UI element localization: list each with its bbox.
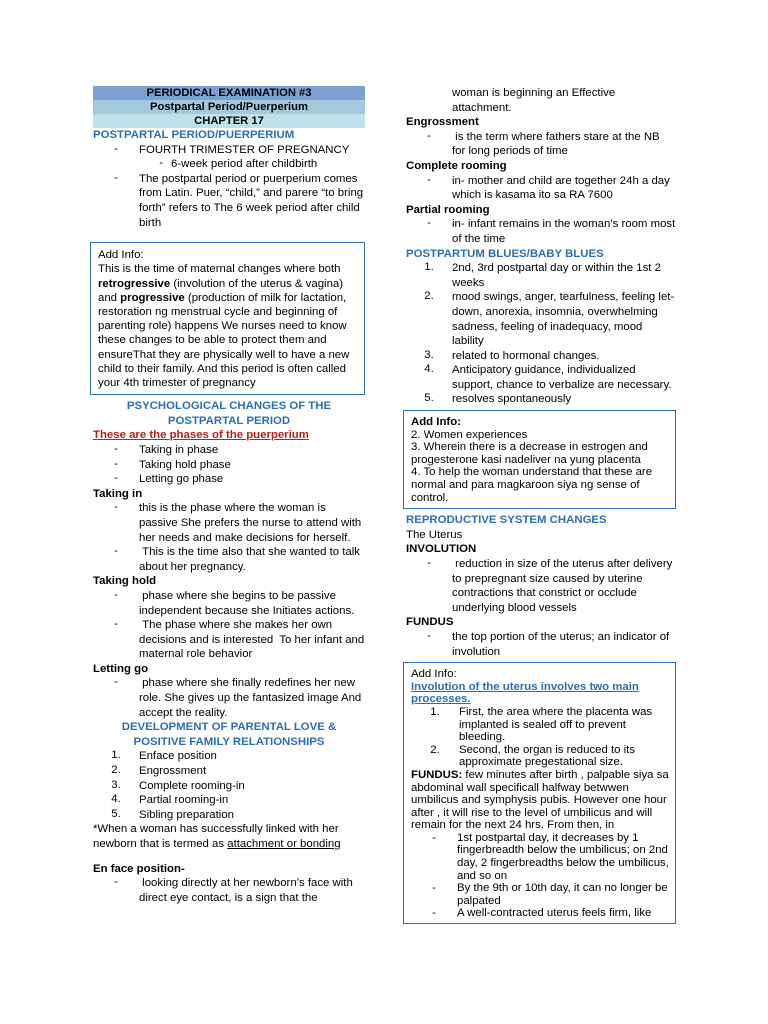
list-item: 2. Engrossment <box>111 764 207 778</box>
fundus-title: FUNDUS <box>406 616 454 629</box>
involution-title: INVOLUTION <box>406 543 477 556</box>
list-item: - the top portion of the uterus; an indicator of involution <box>427 629 670 658</box>
section-heading-reproductive: REPRODUCTIVE SYSTEM CHANGES <box>406 514 607 527</box>
list-item: - The postpartal period or puerperium comes from Latin. Puer, “child,” and parere “to bring forth” refers to The 6 week period after child birth <box>114 171 364 229</box>
list-item: - The phase where she makes her own decisions and is interested To her infant and maternal role behavior <box>114 618 368 661</box>
list-item: - By the 9th or 10th day, it can no longer be palpated <box>432 882 668 907</box>
list-item: - reduction in size of the uterus after delivery to prepregnant size caused by uterine contractions that constrict or occlude underlying blood vessels <box>427 557 676 614</box>
enface-continued: woman is beginning an Effective attachment. <box>452 87 616 114</box>
section-heading-blues: POSTPARTUM BLUES/BABY BLUES <box>406 247 604 260</box>
subtitle-bar: Postpartal Period/Puerperium <box>93 100 365 114</box>
list-item: 5. Sibling preparation <box>111 807 234 821</box>
list-item: 4. Partial rooming-in <box>111 793 229 807</box>
list-item: 5. resolves spontaneously <box>424 392 572 406</box>
letting-go-title: Letting go <box>93 662 149 675</box>
list-item: 1. Enface position <box>111 749 217 763</box>
phases-heading: These are the phases of the puerperium <box>93 429 309 442</box>
uterus-label: The Uterus <box>406 528 463 541</box>
add-info-box: Add Info: 2. Women experiences 3. Wherein there is a decrease in estrogen and progesterone kasi nadeliver na yung placenta 4. To help the woman understand that these are normal and para magkaroon siya ng sense of control. <box>403 410 676 509</box>
add-info-text: This is the time of maternal changes where both retrogressive (involution of the uterus & vagina) and progressive (production of milk for lactation, restoration ng menstrual cycle and beginning of parenting role) happens We nurses need to know these changes to be able to protect them and ensureThat they are physically well to have a new child to their family. And this period is often called your 4th trimester of pregnancy <box>98 263 350 389</box>
list-item: - This is the time also that she wanted to talk about her pregnancy. <box>114 545 364 573</box>
list-item: - looking directly at her newborn’s face with direct eye contact, is a sign that the <box>114 876 356 904</box>
list-item: - Taking in phase <box>114 442 219 456</box>
left-column <box>93 86 368 905</box>
chapter-bar: CHAPTER 17 <box>93 114 365 128</box>
list-item: 3. related to hormonal changes. <box>424 348 600 362</box>
list-item: - phase where she finally redefines her new role. She gives up the fantasized image And accept the reality. <box>114 676 365 719</box>
list-item: - 6-week period after childbirth <box>159 157 318 171</box>
involution-processes-heading: Involution of the uterus involves two main processes. <box>411 680 639 706</box>
add-info-box: Add Info: This is the time of maternal changes where both retrogressive (involution of the uterus & vagina) and progressive (production of milk for lactation, restoration ng menstrual cycle and beginning of parenting role) happens We nurses need to know these changes to be able to protect them and ensureThat they are physically well to have a new child to their family. And this period is often called your 4th trimester of pregnancy <box>90 242 365 395</box>
list-item: 2. Second, the organ is reduced to its approximate pregestational size. <box>430 743 636 769</box>
list-item: - phase where she begins to be passive independent because she Initiates actions. <box>114 588 355 617</box>
list-item: 1. 2nd, 3rd postpartal day or within the 1st 2 weeks <box>424 261 661 289</box>
list-item: - is the term where fathers stare at the NB for long periods of time <box>427 129 663 158</box>
bonding-note: *When a woman has successfully linked with her newborn that is termed as attachment or bonding <box>93 823 341 850</box>
list-item: - Taking hold phase <box>114 457 231 471</box>
list-item: - in- mother and child are together 24h a day which is kasama ito sa RA 7600 <box>427 173 670 202</box>
section-heading-psych: PSYCHOLOGICAL CHANGES OF THE POSTPARTAL PERIOD <box>126 400 332 427</box>
section-heading-development: DEVELOPMENT OF PARENTAL LOVE & POSITIVE FAMILY RELATIONSHIPS <box>121 721 337 748</box>
right-column <box>406 86 676 928</box>
list-item: 3. Complete rooming-in <box>111 778 245 792</box>
fundus-note: FUNDUS: few minutes after birth , palpable siya sa abdominal wall specificall halfway betwwen umbilicus and symphysis pubis. However one hour after , it will rise to the level of umbilicus and will remain for the next 24 hrs. From then, in <box>411 768 669 832</box>
list-item: - A well-contracted uterus feels firm, like <box>432 907 652 920</box>
partial-rooming-title: Partial rooming <box>406 203 490 216</box>
list-item: - 1st postpartal day, it decreases by 1 fingerbreadth below the umbilicus; on 2nd day, 2 fingerbreadths below the umbilicus, and so on <box>432 831 669 882</box>
complete-rooming-title: Complete rooming <box>406 159 507 172</box>
engrossment-title: Engrossment <box>406 116 479 129</box>
list-item: 1. First, the area where the placenta was implanted is sealed off to prevent bleeding. <box>430 705 653 744</box>
list-item: - FOURTH TRIMESTER OF PREGNANCY <box>114 142 350 156</box>
list-item: - Letting go phase <box>114 472 224 486</box>
list-item: - in- infant remains in the woman’s room most of the time <box>427 217 676 245</box>
list-item: 2. mood swings, anger, tearfulness, feeling let-down, anorexia, insomnia, overwhelming sadness, feeling of inadequacy, mood lability <box>424 290 675 348</box>
add-info-box: Add Info: Involution of the uterus involves two main processes. 1. First, the area where the placenta was implanted is sealed off to prevent bleeding. 2. Second, the organ is reduced to its approximate pregestational size. FUNDUS: few minutes after birth , palpable siya sa abdominal wall specificall halfway betwwen umbilicus and symphysis pubis. However one hour after , it will rise to the level of umbilicus and will remain for the next 24 hrs. From then, in - 1st postpartal day, it decreases by 1 fingerbreadth below the umbilicus; on 2nd day, 2 fingerbreadths below the umbilicus, and so on - By the 9th or 10th day, it can no longer be palpated - A well-contracted uterus feels firm, like <box>403 662 676 924</box>
enface-title: En face position- <box>93 862 185 875</box>
exam-title-bar: PERIODICAL EXAMINATION #3 <box>93 86 365 100</box>
list-item: - this is the phase where the woman is passive She prefers the nurse to attend with her needs and make decisions for herself. <box>114 501 362 544</box>
taking-hold-title: Taking hold <box>93 575 157 588</box>
section-heading-postpartal: POSTPARTAL PERIOD/PUERPERIUM <box>93 129 295 141</box>
taking-in-title: Taking in <box>93 487 143 500</box>
list-item: 4. Anticipatory guidance, individualized support, chance to verbalize are necessary. <box>424 363 672 391</box>
